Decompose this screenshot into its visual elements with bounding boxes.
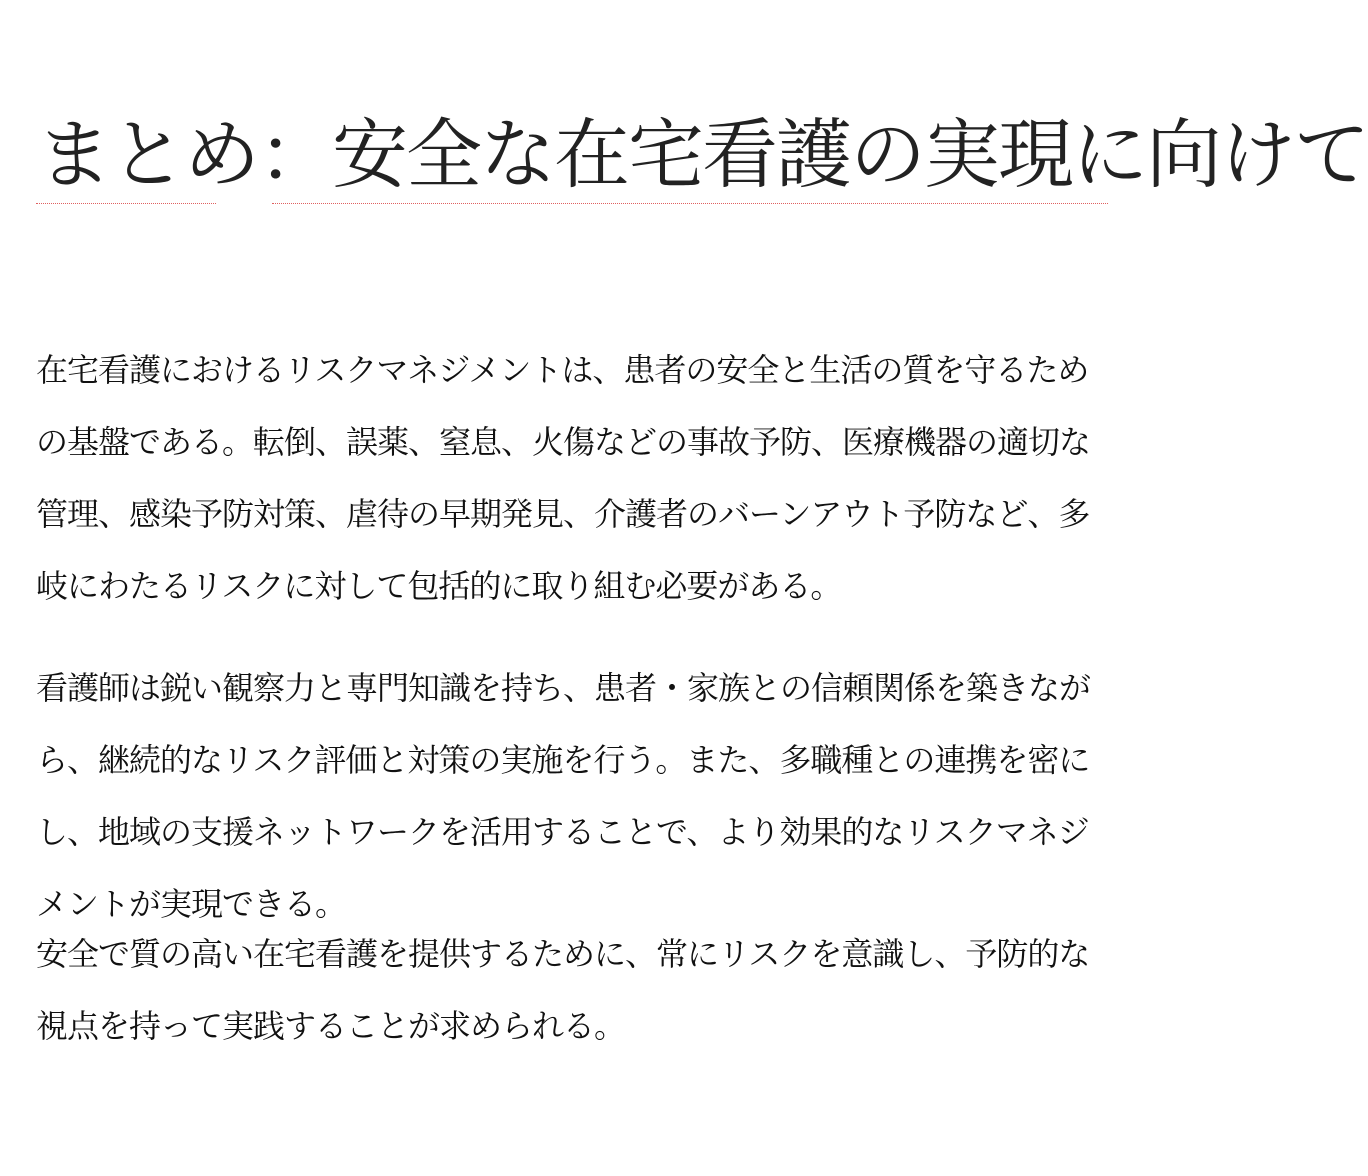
spellcheck-underline — [36, 203, 216, 204]
spellcheck-underline — [272, 203, 1108, 204]
paragraph-2: 看護師は鋭い観察力と専門知識を持ち、患者・家族との信頼関係を築きながら、継続的なリスク評価と対策の実施を行う。また、多職種との連携を密にし、地域の支援ネットワークを活用することで、より効果的なリスクマネジメントが実現できる。 — [36, 669, 1091, 923]
paragraph-1: 在宅看護におけるリスクマネジメントは、患者の安全と生活の質を守るための基盤である。転倒、誤薬、窒息、火傷などの事故予防、医療機器の適切な管理、感染予防対策、虐待の早期発見、介護者のバーンアウト予防など、多岐にわたるリスクに対して包括的に取り組む必要がある。 — [36, 351, 1091, 605]
paragraph-3: 安全で質の高い在宅看護を提供するために、常にリスクを意識し、予防的な視点を持って実践することが求められる。 — [36, 935, 1090, 1045]
page-title: まとめ：安全な在宅看護の実現に向けて — [36, 110, 1368, 199]
